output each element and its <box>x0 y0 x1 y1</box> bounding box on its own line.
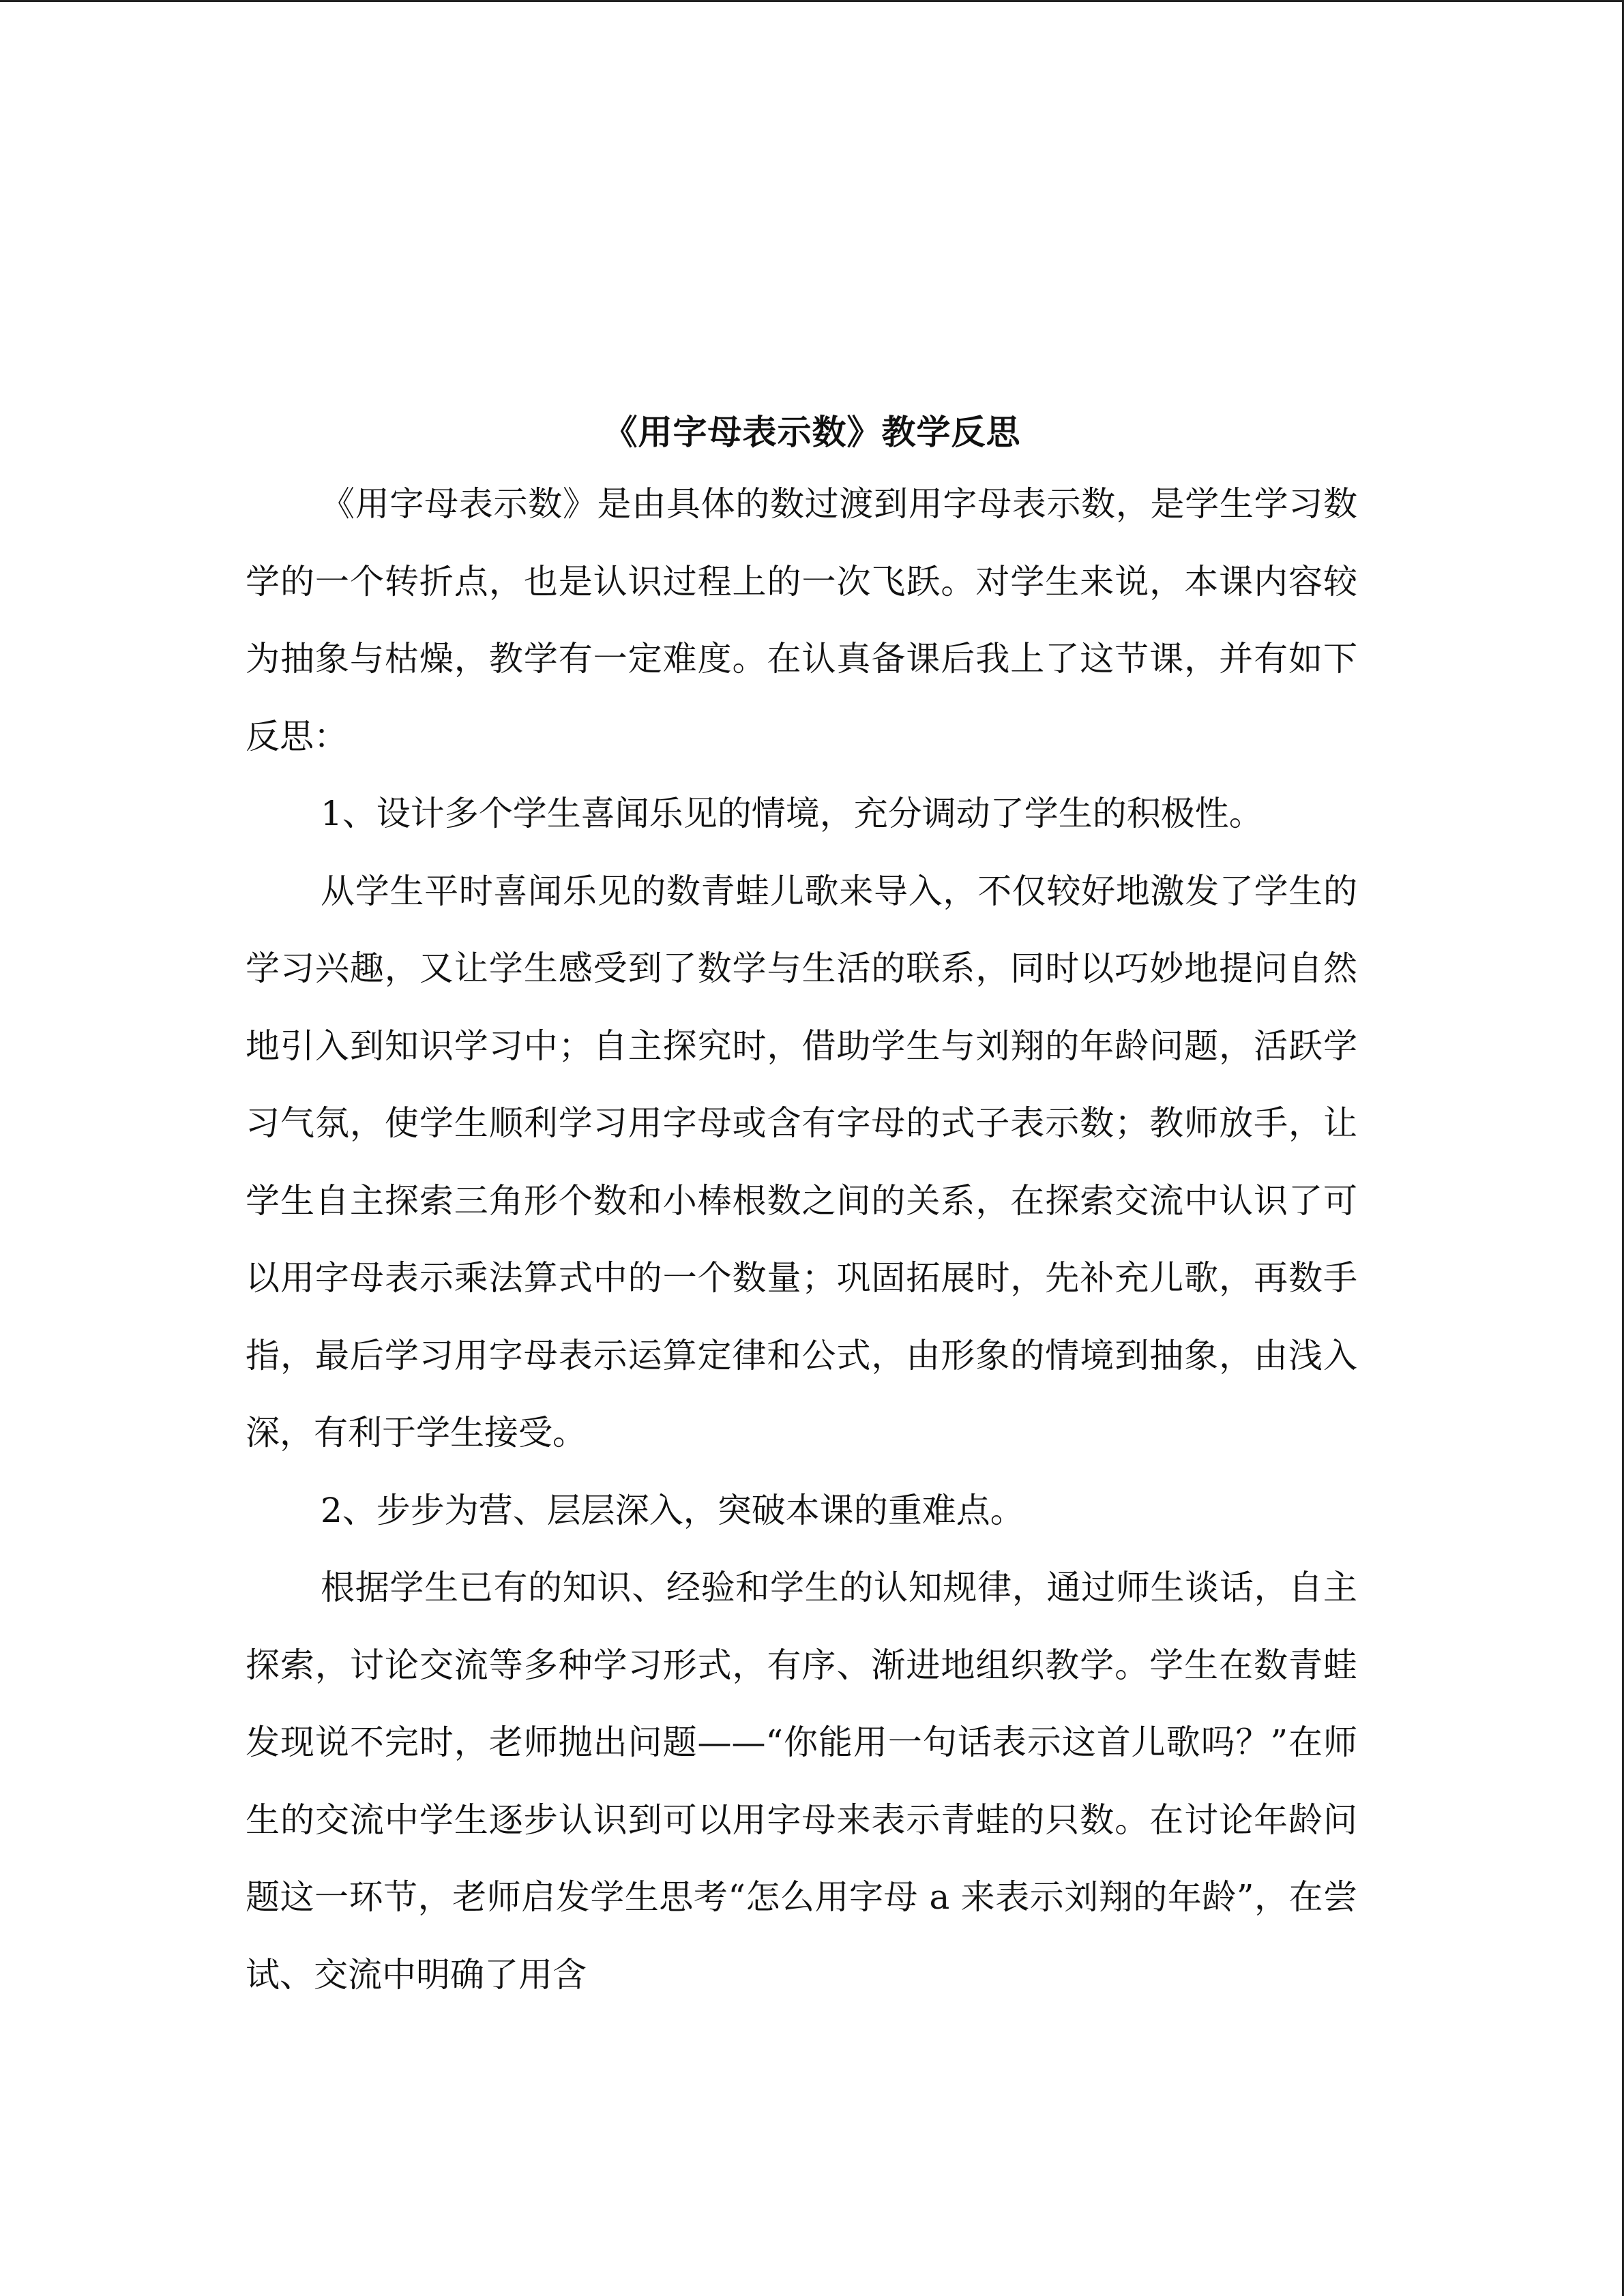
paragraph-section-2: 根据学生已有的知识、经验和学生的认知规律，通过师生谈话，自主探索，讨论交流等多种学习形式，有序、渐进地组织教学。学生在数青蛙发现说不完时，老师抛出问题——“你能用一句话表示这首儿歌吗？”在师生的交流中学生逐步认识到可以用字母来表示青蛙的只数。在讨论年龄问题这一环节，老师启发学生思考“怎么用字母 a 来表示刘翔的年龄”，在尝试、交流中明确了用含 <box>246 1568 1357 1995</box>
paragraph-heading-2: 2、步步为营、层层深入，突破本课的重难点。 <box>321 1490 1024 1530</box>
paragraph-section-1: 从学生平时喜闻乐见的数青蛙儿歌来导入，不仅较好地激发了学生的学习兴趣，又让学生感受到了数学与生活的联系，同时以巧妙地提问自然地引入到知识学习中；自主探究时，借助学生与刘翔的年龄问题，活跃学习气氛，使学生顺利学习用字母或含有字母的式子表示数；教师放手，让学生自主探索三角形个数和小棒根数之间的关系，在探索交流中认识了可以用字母表示乘法算式中的一个数量；巩固拓展时，先补充儿歌，再数手指，最后学习用字母表示运算定律和公式，由形象的情境到抽象，由浅入深，有利于学生接受。 <box>246 871 1357 1452</box>
page-top-border <box>0 0 1624 2</box>
document-body <box>246 466 1357 2014</box>
paragraph-intro: 《用字母表示数》是由具体的数过渡到用字母表示数，是学生学习数学的一个转折点，也是认识过程上的一次飞跃。对学生来说，本课内容较为抽象与枯燥，教学有一定难度。在认真备课后我上了这节课，并有如下反思： <box>246 484 1357 756</box>
paragraph-heading-1: 1、设计多个学生喜闻乐见的情境，充分调动了学生的积极性。 <box>321 794 1263 833</box>
document-title: 《用字母表示数》教学反思 <box>603 411 1021 452</box>
